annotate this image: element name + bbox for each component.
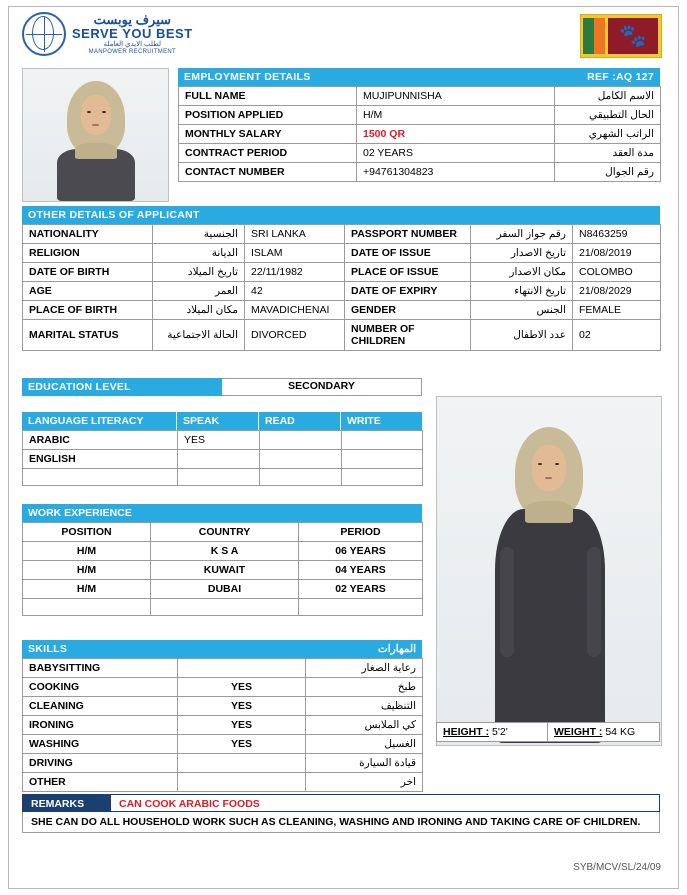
company-logo [22,12,193,56]
logo-english-name: SERVE YOU BEST [72,25,193,41]
logo-arabic-name: سيرف يوبست [93,11,172,27]
contract-period-arabic: مدة العقد [555,144,661,163]
table-row [23,773,423,792]
other-details-table [22,224,661,351]
marital-status-arabic: الحالة الاجتماعية [153,320,245,351]
date-of-issue-label: DATE OF ISSUE [345,244,471,263]
skill-value: YES [178,735,306,754]
table-row [23,244,661,263]
language-speak [178,469,260,486]
globe-icon [22,12,66,56]
table-row [23,716,423,735]
table-row [23,225,661,244]
number-of-children-arabic: عدد الاطفال [471,320,573,351]
age-arabic: العمر [153,282,245,301]
language-name: ENGLISH [23,450,178,469]
skill-arabic: رعاية الصغار [306,659,423,678]
weight-value: 54 KG [605,726,636,738]
table-row [23,301,661,320]
skill-value [178,754,306,773]
language-read [260,431,342,450]
nationality-arabic: الجنسية [153,225,245,244]
work-experience-band-filler [202,504,422,522]
position-applied-label: POSITION APPLIED [179,106,357,125]
language-write [342,431,423,450]
date-of-issue-arabic: تاريخ الاصدار [471,244,573,263]
skill-name: BABYSITTING [23,659,178,678]
remarks-body: SHE CAN DO ALL HOUSEHOLD WORK SUCH AS CLEANING, WASHING AND IRONING AND TAKING CARE OF CHILDREN. [22,812,660,833]
remarks-highlight: CAN COOK ARABIC FOODS [111,795,659,811]
monthly-salary-label: MONTHLY SALARY [179,125,357,144]
gender-label: GENDER [345,301,471,320]
table-row [23,263,661,282]
table-row [179,144,661,163]
work-country: DUBAI [151,580,299,599]
work-position: H/M [23,580,151,599]
applicant-portrait-photo [22,68,169,202]
table-row [23,697,423,716]
language-literacy-section [22,412,422,486]
skill-value [178,659,306,678]
work-position [23,599,151,616]
document-code: SYB/MCV/SL/24/09 [573,862,661,873]
employment-details-table [178,86,661,182]
contract-period-label: CONTRACT PERIOD [179,144,357,163]
place-of-issue-arabic: مكان الاصدار [471,263,573,282]
age-label: AGE [23,282,153,301]
position-applied-value: H/M [357,106,555,125]
employment-details-section [178,68,660,182]
contact-number-value: +94761304823 [357,163,555,182]
table-row [179,87,661,106]
skills-table [22,658,423,792]
language-speak: YES [178,431,260,450]
education-level-band: EDUCATION LEVEL [22,378,222,396]
place-of-birth-value: MAVADICHENAI [245,301,345,320]
work-position: H/M [23,542,151,561]
employment-band-title: EMPLOYMENT DETAILS [184,71,311,83]
full-name-label: FULL NAME [179,87,357,106]
skill-name: WASHING [23,735,178,754]
marital-status-value: DIVORCED [245,320,345,351]
date-of-issue-value: 21/08/2019 [573,244,661,263]
other-details-band: OTHER DETAILS OF APPLICANT [22,206,660,224]
table-row [23,561,423,580]
gender-value: FEMALE [573,301,661,320]
table-row [23,542,423,561]
date-of-birth-value: 22/11/1982 [245,263,345,282]
date-of-birth-label: DATE OF BIRTH [23,263,153,282]
religion-arabic: الديانة [153,244,245,263]
skill-value [178,773,306,792]
language-write [342,469,423,486]
gender-arabic: الجنس [471,301,573,320]
remarks-header [22,794,660,812]
document-header [22,12,662,60]
number-of-children-value: 02 [573,320,661,351]
place-of-birth-arabic: مكان الميلاد [153,301,245,320]
language-write [342,450,423,469]
nationality-value: SRI LANKA [245,225,345,244]
table-row [179,106,661,125]
language-name [23,469,178,486]
skills-band [22,640,422,658]
weight-cell [548,722,660,742]
education-level-section [22,378,422,396]
skill-arabic: كي الملابس [306,716,423,735]
monthly-salary-arabic: الراتب الشهري [555,125,661,144]
table-row [23,754,423,773]
work-period: 02 YEARS [299,580,423,599]
skill-arabic: اخر [306,773,423,792]
work-period: 04 YEARS [299,561,423,580]
full-name-arabic: الاسم الكامل [555,87,661,106]
skill-name: CLEANING [23,697,178,716]
table-header-row [23,523,423,542]
passport-number-arabic: رقم جواز السفر [471,225,573,244]
skill-arabic: قيادة السيارة [306,754,423,773]
monthly-salary-value: 1500 QR [357,125,555,144]
skill-arabic: طبخ [306,678,423,697]
skill-arabic: التنظيف [306,697,423,716]
weight-label: WEIGHT : [554,726,603,738]
education-level-value: SECONDARY [222,378,422,396]
passport-number-value: N8463259 [573,225,661,244]
table-row [23,431,423,450]
measurements-row [436,722,660,742]
work-position: H/M [23,561,151,580]
skill-value: YES [178,678,306,697]
table-row [23,320,661,351]
religion-value: ISLAM [245,244,345,263]
table-row [179,163,661,182]
table-row [179,125,661,144]
work-experience-table [22,522,423,616]
nationality-label: NATIONALITY [23,225,153,244]
skill-name: IRONING [23,716,178,735]
full-name-value: MUJIPUNNISHA [357,87,555,106]
place-of-birth-label: PLACE OF BIRTH [23,301,153,320]
place-of-issue-value: COLOMBO [573,263,661,282]
language-read [260,469,342,486]
applicant-full-body-photo [436,396,662,746]
number-of-children-label: NUMBER OF CHILDREN [345,320,471,351]
work-period [299,599,423,616]
date-of-birth-arabic: تاريخ الميلاد [153,263,245,282]
contact-number-arabic: رقم الجوال [555,163,661,182]
language-literacy-header [22,412,422,430]
height-label: HEIGHT : [443,726,490,738]
sri-lanka-flag-icon [580,14,662,58]
table-row [23,735,423,754]
skill-name: DRIVING [23,754,178,773]
skill-name: COOKING [23,678,178,697]
work-country [151,599,299,616]
work-experience-title: WORK EXPERIENCE [22,504,202,522]
date-of-expiry-label: DATE OF EXPIRY [345,282,471,301]
table-row [23,678,423,697]
position-column-header: POSITION [23,523,151,542]
date-of-expiry-value: 21/08/2029 [573,282,661,301]
work-experience-section [22,504,422,616]
table-row [23,282,661,301]
contract-period-value: 02 YEARS [357,144,555,163]
table-row [23,450,423,469]
logo-english-subtitle: MANPOWER RECRUITMENT [88,48,176,55]
work-period: 06 YEARS [299,542,423,561]
height-value: 5'2' [492,726,508,738]
country-column-header: COUNTRY [151,523,299,542]
table-row [23,469,423,486]
skills-title: SKILLS [28,643,68,655]
other-details-section [22,206,660,351]
language-column-header: LANGUAGE LITERACY [22,412,177,430]
skills-title-arabic: المهارات [377,643,416,655]
work-country: KUWAIT [151,561,299,580]
read-column-header: READ [259,412,341,430]
employment-details-band [178,68,660,86]
table-row [23,580,423,599]
logo-arabic-subtitle: لطلب الايدي العاملة [103,41,162,49]
height-cell [436,722,548,742]
contact-number-label: CONTACT NUMBER [179,163,357,182]
work-country: K S A [151,542,299,561]
skill-arabic: الغسيل [306,735,423,754]
remarks-section [22,794,660,833]
skills-section [22,640,422,792]
work-experience-band [22,504,422,522]
passport-number-label: PASSPORT NUMBER [345,225,471,244]
write-column-header: WRITE [341,412,422,430]
age-value: 42 [245,282,345,301]
speak-column-header: SPEAK [177,412,259,430]
position-applied-arabic: الحال التطبيقي [555,106,661,125]
language-literacy-table [22,430,423,486]
marital-status-label: MARITAL STATUS [23,320,153,351]
skill-value: YES [178,716,306,735]
language-name: ARABIC [23,431,178,450]
language-speak [178,450,260,469]
remarks-label: REMARKS [23,795,111,811]
reference-number: REF :AQ 127 [587,71,654,83]
skill-value: YES [178,697,306,716]
place-of-issue-label: PLACE OF ISSUE [345,263,471,282]
language-read [260,450,342,469]
table-row [23,599,423,616]
skill-name: OTHER [23,773,178,792]
logo-text [72,13,193,56]
period-column-header: PERIOD [299,523,423,542]
religion-label: RELIGION [23,244,153,263]
date-of-expiry-arabic: تاريخ الانتهاء [471,282,573,301]
table-row [23,659,423,678]
lion-glyph: 🐾 [619,23,647,48]
